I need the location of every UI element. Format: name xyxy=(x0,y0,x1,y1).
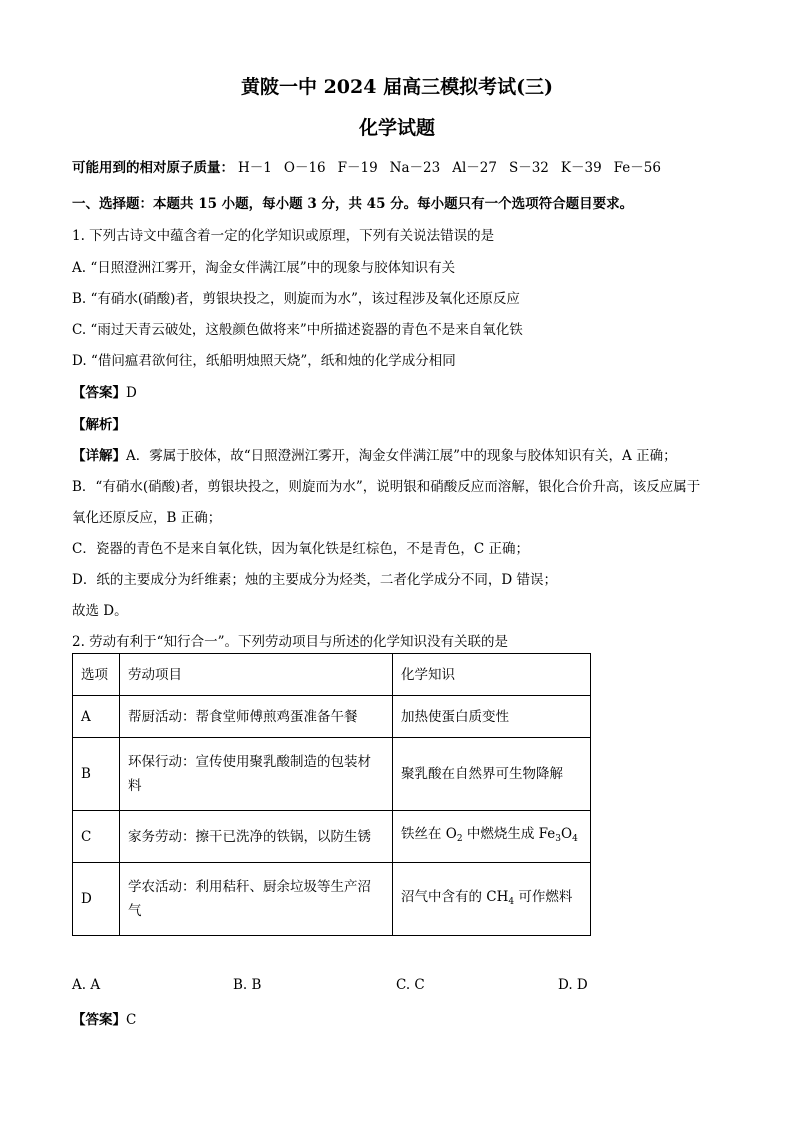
option-cell: D xyxy=(73,863,120,936)
header-cell: 选项 xyxy=(73,654,120,696)
detail-line: D．纸的主要成分为纤维素；烛的主要成分为烃类，二者化学成分不同，D 错误； xyxy=(72,572,557,588)
mass-item: F－19 xyxy=(337,160,378,176)
mass-item: O－16 xyxy=(283,160,326,176)
item-line: 气 xyxy=(128,903,142,919)
detail-text: A．雾属于胶体，故“日照澄洲江雾开，淘金女伴满江展”中的现象与胶体知识有关，A 正确； xyxy=(126,448,677,464)
exam-title: 黄陂一中 2024 届高三模拟考试(三) xyxy=(240,76,554,98)
mass-item: Fe－56 xyxy=(613,160,661,176)
question-2-table xyxy=(72,653,591,936)
question-1-option-c: C. “雨过天青云破处，这般颜色做将来”中所描述瓷器的青色不是来自氧化铁 xyxy=(72,322,523,338)
option-cell: C xyxy=(73,811,120,863)
choice-a: A. A xyxy=(72,977,101,993)
header-cell: 化学知识 xyxy=(393,654,591,696)
question-1-option-b: B. “有硝水(硝酸)者，剪银块投之，则旋而为水”，该过程涉及氧化还原反应 xyxy=(72,291,520,307)
atomic-masses-label: 可能用到的相对原子质量： xyxy=(72,160,234,176)
choice-c: C. C xyxy=(396,977,425,993)
knowledge-cell: 沼气中含有的 $CH_4$ 可作燃料 xyxy=(393,863,591,936)
choice-d: D. D xyxy=(558,977,588,993)
subject-title: 化学试题 xyxy=(358,117,435,139)
table-row xyxy=(73,696,591,738)
detail-line: 故选 D。 xyxy=(72,603,128,619)
header-cell: 劳动项目 xyxy=(120,654,393,696)
mass-item: H－1 xyxy=(238,160,272,176)
detail-line: 氧化还原反应，B 正确； xyxy=(72,510,222,526)
option-cell: A xyxy=(73,696,120,738)
answer-value: D xyxy=(126,385,137,401)
choice-b: B. B xyxy=(233,977,262,993)
detail-tag: 【详解】 xyxy=(72,448,126,464)
detail-line: B．“有硝水(硝酸)者，剪银块投之，则旋而为水”，说明银和硝酸反应而溶解，银化合价升高，该反应属于 xyxy=(72,479,701,495)
knowledge-cell: 加热使蛋白质变性 xyxy=(393,696,591,738)
answer-value: C xyxy=(126,1012,137,1028)
question-1-option-a: A. “日照澄洲江雾开，淘金女伴满江展”中的现象与胶体知识有关 xyxy=(72,260,456,276)
item-cell xyxy=(120,863,393,936)
table-row xyxy=(73,738,591,811)
table-header-row xyxy=(73,654,591,696)
knowledge-cell: 铁丝在 $O_2$ 中燃烧生成 $Fe_3O_4$ xyxy=(393,811,591,863)
analysis-tag: 【解析】 xyxy=(72,417,126,433)
detail-line: C．瓷器的青色不是来自氧化铁，因为氧化铁是红棕色，不是青色，C 正确； xyxy=(72,541,529,557)
atomic-masses xyxy=(72,156,673,176)
mass-item: S－32 xyxy=(508,160,549,176)
answer-tag: 【答案】 xyxy=(72,385,126,401)
option-cell: B xyxy=(73,738,120,811)
question-2-stem: 2. 劳动有利于“知行合一”。下列劳动项目与所述的化学知识没有关联的是 xyxy=(72,634,508,650)
item-line: 学农活动：利用秸秆、厨余垃圾等生产沼 xyxy=(128,879,371,895)
question-1-stem: 1. 下列古诗文中蕴含着一定的化学知识或原理，下列有关说法错误的是 xyxy=(72,228,495,244)
detail-line xyxy=(72,444,677,464)
item-cell xyxy=(120,738,393,811)
mass-item: K－39 xyxy=(560,160,602,176)
answer-tag: 【答案】 xyxy=(72,1012,126,1028)
item-line: 料 xyxy=(128,778,142,794)
table-row xyxy=(73,863,591,936)
mass-item: Al－27 xyxy=(452,160,497,176)
item-line: 环保行动：宣传使用聚乳酸制造的包装材 xyxy=(128,754,371,770)
question-1-answer xyxy=(72,381,137,401)
knowledge-cell: 聚乳酸在自然界可生物降解 xyxy=(393,738,591,811)
table-row xyxy=(73,811,591,863)
mass-item: Na－23 xyxy=(389,160,441,176)
question-2-answer xyxy=(72,1008,136,1028)
section-heading: 一、选择题：本题共 15 小题，每小题 3 分，共 45 分。每小题只有一个选项符合题目要求。 xyxy=(72,196,634,212)
question-1-option-d: D. “借问瘟君欲何往，纸船明烛照天烧”，纸和烛的化学成分相同 xyxy=(72,353,456,369)
item-cell: 家务劳动：擦干已洗净的铁锅，以防生锈 xyxy=(120,811,393,863)
question-1-analysis xyxy=(72,413,126,433)
item-cell: 帮厨活动：帮食堂师傅煎鸡蛋准备午餐 xyxy=(120,696,393,738)
